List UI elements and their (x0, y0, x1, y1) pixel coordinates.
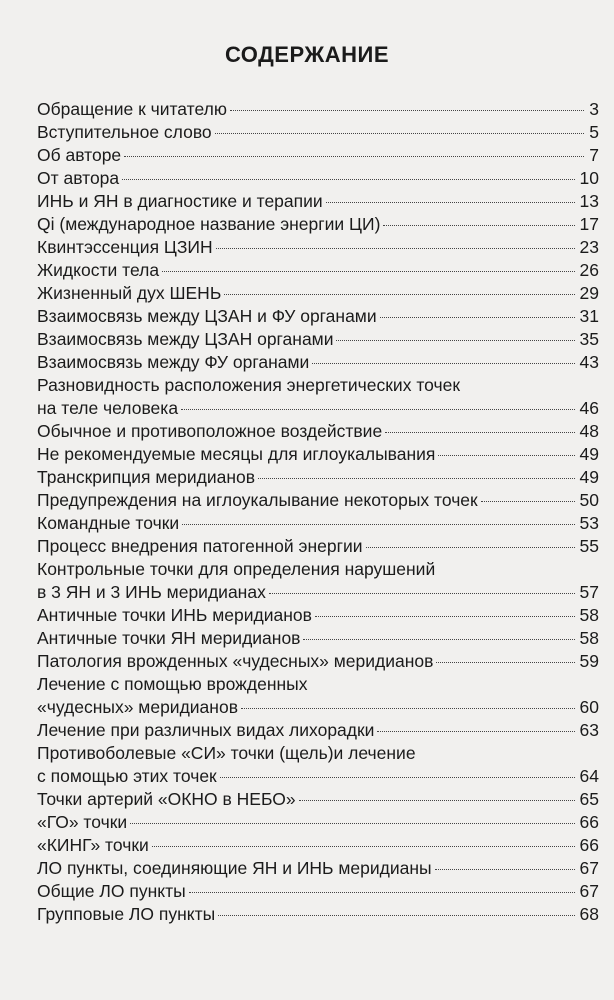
toc-entry-title: Контрольные точки для определения нарушений (37, 559, 436, 579)
toc-entry-line (37, 121, 599, 144)
toc-entry-title: «чудесных» меридианов (37, 697, 238, 717)
toc-entry (37, 443, 599, 466)
toc-entry-title: Лечение при различных видах лихорадки (37, 720, 375, 740)
toc-entry (37, 328, 599, 351)
toc-entry-line (37, 512, 599, 535)
toc-page-number: 17 (579, 214, 599, 234)
toc-entry-title: Вступительное слово (37, 122, 212, 142)
dot-leader (336, 340, 574, 341)
toc-entry (37, 259, 599, 282)
toc-page-number: 46 (579, 398, 599, 418)
toc-page-number: 23 (579, 237, 599, 257)
toc-entry-title: Квинтэссенция ЦЗИН (37, 237, 213, 257)
toc-page-number: 49 (579, 444, 599, 464)
toc-entry (37, 236, 599, 259)
toc-entry (37, 673, 599, 719)
dot-leader (215, 133, 585, 134)
toc-page-number: 13 (579, 191, 599, 211)
toc-entry (37, 121, 599, 144)
toc-entry-line (37, 305, 599, 328)
toc-page-number: 29 (579, 283, 599, 303)
toc-page-number: 43 (579, 352, 599, 372)
toc-entry (37, 880, 599, 903)
toc-entry (37, 719, 599, 742)
toc-entry-line (37, 581, 599, 604)
toc-entry (37, 374, 599, 420)
toc-entry-title: ИНЬ и ЯН в диагностике и терапии (37, 191, 323, 211)
toc-entry (37, 351, 599, 374)
dot-leader (124, 156, 584, 157)
toc-entry-title: Разновидность расположения энергетических точек (37, 375, 460, 395)
toc-entry-line (37, 604, 599, 627)
toc-entry-line (37, 328, 599, 351)
toc-entry-line (37, 880, 599, 903)
toc-entry (37, 466, 599, 489)
toc-page-number: 53 (579, 513, 599, 533)
toc-entry (37, 650, 599, 673)
dot-leader (377, 731, 574, 732)
toc-entry-line (37, 650, 599, 673)
toc-entry (37, 282, 599, 305)
toc-entry-title: Взаимосвязь между ФУ органами (37, 352, 310, 372)
dot-leader (241, 708, 575, 709)
toc-entry-line (37, 489, 599, 512)
toc-entry-title: Не рекомендуемые месяцы для иглоукалывания (37, 444, 436, 464)
toc-entry-line (37, 420, 599, 443)
dot-leader (162, 271, 574, 272)
toc-entry (37, 512, 599, 535)
dot-leader (436, 662, 574, 663)
toc-entry-line (37, 374, 599, 397)
toc-page-number: 55 (579, 536, 599, 556)
toc-entry-line (37, 98, 599, 121)
toc-page-number: 63 (579, 720, 599, 740)
toc-entry-line (37, 673, 599, 696)
toc-entry-line (37, 903, 599, 926)
toc-entry-line (37, 765, 599, 788)
toc-entry-title: «КИНГ» точки (37, 835, 149, 855)
toc-page-number: 58 (579, 628, 599, 648)
toc-entry (37, 98, 599, 121)
toc-page-number: 65 (579, 789, 599, 809)
dot-leader (312, 363, 574, 364)
toc-entry (37, 489, 599, 512)
toc-entry (37, 558, 599, 604)
toc-entry-title: Об авторе (37, 145, 122, 165)
toc-entry-title: «ГО» точки (37, 812, 128, 832)
toc-page-number: 31 (579, 306, 599, 326)
toc-entry-title: Qi (международное название энергии ЦИ) (37, 214, 381, 234)
toc-entry-line (37, 236, 599, 259)
toc-entry-line (37, 535, 599, 558)
toc-entry-line (37, 167, 599, 190)
toc-entry-title: Обычное и противоположное воздействие (37, 421, 383, 441)
dot-leader (258, 478, 574, 479)
toc-entry-line (37, 443, 599, 466)
dot-leader (383, 225, 574, 226)
toc-entry-title: Патология врожденных «чудесных» меридианов (37, 651, 434, 671)
toc-entry (37, 834, 599, 857)
dot-leader (315, 616, 575, 617)
toc-page-number: 67 (579, 881, 599, 901)
toc-entry-line (37, 144, 599, 167)
toc-entry (37, 742, 599, 788)
page-title: СОДЕРЖАНИЕ (224, 42, 390, 67)
toc-entry-line (37, 213, 599, 236)
toc-entry-title: Взаимосвязь между ЦЗАН и ФУ органами (37, 306, 377, 326)
dot-leader (130, 823, 574, 824)
table-of-contents (37, 98, 599, 926)
dot-leader (220, 777, 575, 778)
toc-page-number: 57 (579, 582, 599, 602)
toc-entry-line (37, 466, 599, 489)
dot-leader (385, 432, 574, 433)
toc-entry-title: Командные точки (37, 513, 180, 533)
toc-entry-line (37, 857, 599, 880)
toc-page-number: 60 (579, 697, 599, 717)
toc-entry-line (37, 558, 599, 581)
toc-entry-line (37, 351, 599, 374)
toc-entry (37, 167, 599, 190)
toc-entry (37, 305, 599, 328)
toc-entry-line (37, 282, 599, 305)
dot-leader (435, 869, 575, 870)
dot-leader (326, 202, 575, 203)
dot-leader (181, 409, 574, 410)
dot-leader (269, 593, 575, 594)
dot-leader (218, 915, 574, 916)
toc-page-number: 58 (579, 605, 599, 625)
toc-entry-line (37, 397, 599, 420)
dot-leader (224, 294, 574, 295)
toc-entry (37, 857, 599, 880)
toc-entry-title: От автора (37, 168, 120, 188)
dot-leader (366, 547, 575, 548)
toc-entry-title: Лечение с помощью врожденных (37, 674, 308, 694)
toc-page-number: 50 (579, 490, 599, 510)
toc-page-number: 64 (579, 766, 599, 786)
toc-entry (37, 213, 599, 236)
toc-entry (37, 144, 599, 167)
toc-page-number: 68 (579, 904, 599, 924)
toc-entry (37, 604, 599, 627)
toc-entry-title: Групповые ЛО пункты (37, 904, 216, 924)
toc-page-number: 67 (579, 858, 599, 878)
toc-entry-title: с помощью этих точек (37, 766, 217, 786)
toc-entry-title: Жидкости тела (37, 260, 160, 280)
toc-page-number: 66 (579, 835, 599, 855)
toc-page-number: 5 (589, 122, 599, 142)
dot-leader (380, 317, 575, 318)
toc-entry (37, 788, 599, 811)
toc-entry-title: Процесс внедрения патогенной энергии (37, 536, 363, 556)
dot-leader (182, 524, 574, 525)
toc-entry-line (37, 834, 599, 857)
toc-entry-line (37, 696, 599, 719)
toc-entry-line (37, 742, 599, 765)
toc-entry-title: Жизненный дух ШЕНЬ (37, 283, 222, 303)
dot-leader (299, 800, 575, 801)
toc-entry (37, 627, 599, 650)
dot-leader (216, 248, 575, 249)
toc-entry-title: Обращение к читателю (37, 99, 227, 119)
toc-entry-title: Противоболевые «СИ» точки (щель)и лечение (37, 743, 416, 763)
toc-entry-title: Точки артерий «ОКНО в НЕБО» (37, 789, 296, 809)
toc-page-number: 59 (579, 651, 599, 671)
toc-entry-line (37, 259, 599, 282)
toc-entry-title: Античные точки ЯН меридианов (37, 628, 301, 648)
toc-entry-title: на теле человека (37, 398, 179, 418)
toc-entry-title: ЛО пункты, соединяющие ЯН и ИНЬ меридианы (37, 858, 432, 878)
toc-entry-line (37, 811, 599, 834)
toc-page-number: 66 (579, 812, 599, 832)
toc-entry (37, 811, 599, 834)
dot-leader (152, 846, 575, 847)
dot-leader (481, 501, 575, 502)
toc-entry-line (37, 190, 599, 213)
toc-entry-line (37, 788, 599, 811)
toc-entry-title: Предупреждения на иглоукалывание некоторых точек (37, 490, 478, 510)
dot-leader (122, 179, 574, 180)
toc-page-number: 48 (579, 421, 599, 441)
toc-page-number: 35 (579, 329, 599, 349)
toc-entry (37, 903, 599, 926)
toc-entry-title: в 3 ЯН и 3 ИНЬ меридианах (37, 582, 266, 602)
toc-entry-title: Общие ЛО пункты (37, 881, 186, 901)
toc-entry (37, 535, 599, 558)
toc-entry-title: Транскрипция меридианов (37, 467, 256, 487)
dot-leader (438, 455, 574, 456)
toc-page-number: 7 (589, 145, 599, 165)
toc-entry-title: Взаимосвязь между ЦЗАН органами (37, 329, 334, 349)
toc-page-number: 26 (579, 260, 599, 280)
toc-page-number: 10 (579, 168, 599, 188)
toc-entry-line (37, 627, 599, 650)
toc-entry-line (37, 719, 599, 742)
toc-entry (37, 420, 599, 443)
toc-entry-title: Античные точки ИНЬ меридианов (37, 605, 312, 625)
dot-leader (189, 892, 575, 893)
toc-page-number: 3 (589, 99, 599, 119)
dot-leader (303, 639, 574, 640)
dot-leader (230, 110, 584, 111)
toc-page-number: 49 (579, 467, 599, 487)
toc-entry (37, 190, 599, 213)
